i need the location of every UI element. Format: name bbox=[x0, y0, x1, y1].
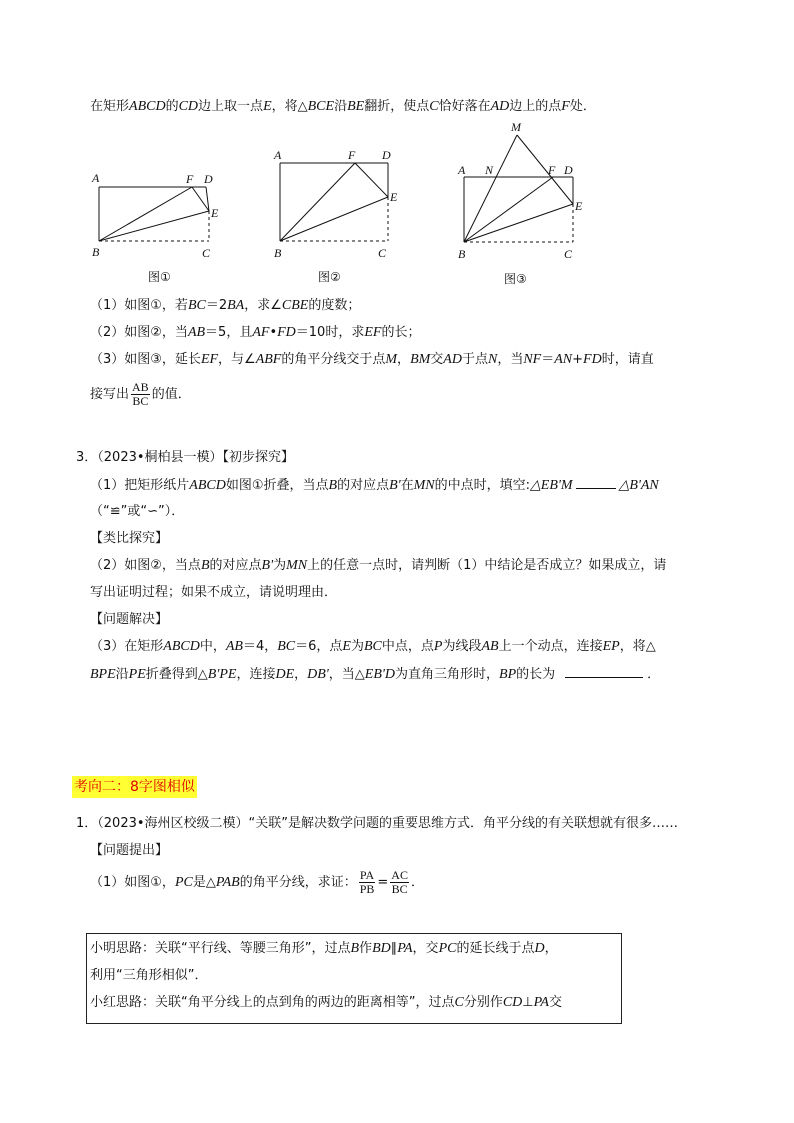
point-label-f: F bbox=[186, 172, 194, 186]
figure-2-caption: 图② bbox=[318, 270, 341, 284]
hint-xiaohong: 小红思路：关联“角平分线上的点到角的两边的距离相等”，过点C分别作CD⊥PA交 bbox=[90, 995, 562, 1010]
figure-3 bbox=[452, 118, 602, 266]
q3-heading-analogy: 【类比探究】 bbox=[90, 531, 169, 546]
point-label-m: M bbox=[511, 120, 521, 134]
q2-part3: （3）如图③，延长EF，与∠ABF的角平分线交于点M，BM交AD于点N，当NF＝AN+FD时，请直 bbox=[90, 352, 654, 367]
q2-part3-cont: 接写出 $\frac{AB}{BC}$ 的值． bbox=[90, 380, 191, 408]
q3-part2: （2）如图②，当点B的对应点B'为MN上的任意一点时，请判断（1）中结论是否成立？如果成立，请 bbox=[90, 558, 667, 573]
point-label-f: F bbox=[348, 148, 356, 162]
figure-1 bbox=[86, 168, 226, 264]
q3-heading-solve: 【问题解决】 bbox=[90, 612, 169, 627]
point-label-c: C bbox=[378, 246, 387, 260]
fraction-pa-over-pb: $\frac{PA}{PB}$ bbox=[359, 868, 375, 896]
q3-part1: （1）把矩形纸片ABCD如图①折叠，当点B的对应点B'在MN的中点时，填空:△EB'M △B'AN bbox=[90, 478, 659, 493]
hint-xiaoming: 小明思路：关联“平行线、等腰三角形”，过点B作BD∥PA，交PC的延长线于点D， bbox=[90, 941, 558, 956]
point-label-a: A bbox=[274, 148, 282, 162]
point-label-n: N bbox=[485, 163, 494, 177]
point-label-e: E bbox=[211, 206, 219, 220]
fraction-ab-over-bc: $\frac{AB}{BC}$ bbox=[132, 380, 149, 408]
q2-part1: （1）如图①，若BC＝2BA，求∠CBE的度数； bbox=[90, 298, 361, 313]
q3-part2-cont: 写出证明过程；如果不成立，请说明理由． bbox=[90, 585, 338, 600]
intro-text: 在矩形ABCD的CD边上取一点E，将△BCE沿BE翻折，使点C恰好落在AD边上的点F处． bbox=[90, 99, 596, 114]
q3-part3: （3）在矩形ABCD中，AB＝4，BC＝6，点E为BC中点，点P为线段AB上一个动点，连接EP，将△ bbox=[90, 639, 656, 654]
point-label-b: B bbox=[274, 246, 282, 260]
point-label-d: D bbox=[382, 148, 391, 162]
q2-part2: （2）如图②，当AB＝5，且AF•FD＝10时，求EF的长； bbox=[90, 325, 421, 340]
point-label-c: C bbox=[564, 247, 573, 261]
q3-part3-cont: BPE沿PE折叠得到△B'PE，连接DE，DB'，当△EB'D为直角三角形时，BP的长为 ． bbox=[90, 667, 661, 682]
hint-xiaoming-cont: 利用“三角形相似”． bbox=[90, 968, 208, 983]
point-label-a: A bbox=[458, 163, 466, 177]
figure-3-caption: 图③ bbox=[504, 272, 527, 286]
point-label-c: C bbox=[202, 246, 211, 260]
point-label-b: B bbox=[92, 245, 100, 259]
point-label-b: B bbox=[458, 247, 466, 261]
point-label-e: E bbox=[390, 190, 398, 204]
q3-header: 3．（2023•桐柏县一模）【初步探究】 bbox=[76, 450, 295, 465]
figure-1-caption: 图① bbox=[148, 270, 171, 284]
p1-header: 1．（2023•海州区校级二模）“关联”是解决数学问题的重要思维方式．角平分线的有关联想就有很多…… bbox=[76, 816, 678, 831]
section-heading: 考向二：8字图相似 bbox=[72, 776, 197, 798]
point-label-f: F bbox=[548, 163, 556, 177]
p1-part1: （1）如图①，PC是△PAB的角平分线，求证： $\frac{PA}{PB}$ = $\frac{AC}{BC}$ ． bbox=[90, 868, 424, 896]
answer-blank-1[interactable] bbox=[576, 476, 616, 489]
answer-blank-2[interactable] bbox=[565, 665, 643, 678]
p1-heading: 【问题提出】 bbox=[90, 843, 169, 858]
fraction-ac-over-bc: $\frac{AC}{BC}$ bbox=[391, 868, 408, 896]
q3-part1-options: （“≌”或“∽”）． bbox=[90, 504, 185, 519]
point-label-e: E bbox=[575, 199, 583, 213]
point-label-d: D bbox=[564, 163, 573, 177]
figure-2 bbox=[268, 145, 408, 265]
point-label-a: A bbox=[92, 171, 100, 185]
point-label-d: D bbox=[204, 172, 213, 186]
